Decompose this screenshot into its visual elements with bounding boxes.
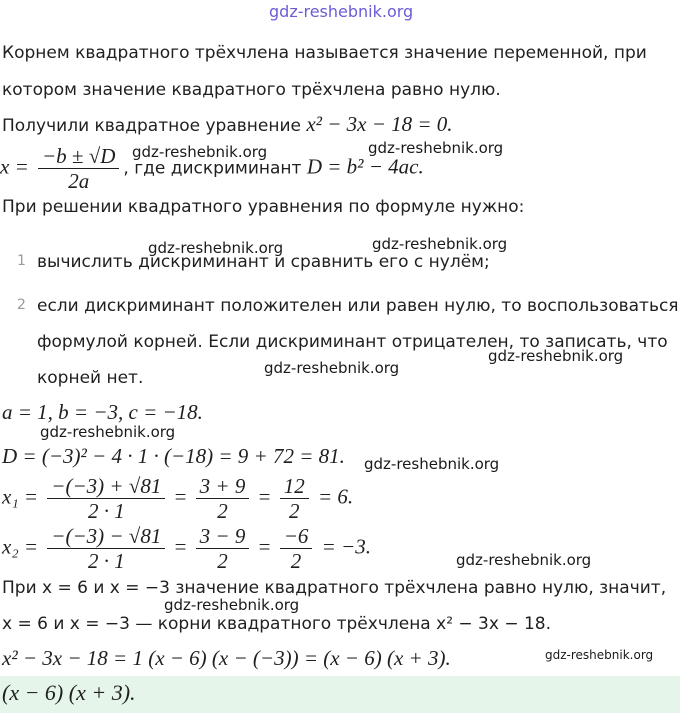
x2-f2-denominator: 2: [217, 549, 228, 573]
root-x1: [2, 474, 353, 523]
method-intro: При решении квадратного уравнения по формуле нужно:: [2, 197, 525, 217]
x2-fraction-3: [280, 524, 313, 573]
conclusion-line-1: При x = 6 и x = −3 значение квадратного трёхчлена равно нулю, значит,: [2, 578, 667, 598]
x2-f2-numerator: 3 − 9: [196, 524, 250, 549]
x2-numerator: −(−3) − √81: [47, 524, 165, 549]
watermark: gdz-reshebnik.org: [456, 551, 592, 569]
factorization: [2, 646, 451, 671]
watermark: gdz-reshebnik.org: [148, 239, 284, 257]
equals-sign: =: [174, 484, 187, 509]
coefficients: [2, 400, 203, 425]
watermark: gdz-reshebnik.org: [545, 648, 654, 662]
definition-line-2: котором значение квадратного трёхчлена равно нулю.: [2, 80, 501, 100]
watermark: gdz-reshebnik.org: [164, 596, 300, 614]
answer-text: (x − 6) (x + 3).: [2, 680, 136, 705]
x2-denominator: 2 · 1: [87, 549, 125, 573]
conclusion-line-2: x = 6 и x = −3 — корни квадратного трёхчлена x² − 3x − 18.: [2, 614, 552, 634]
watermark-top: gdz-reshebnik.org: [269, 2, 414, 21]
answer-box: [0, 676, 680, 713]
discriminant-calculation: [2, 444, 345, 469]
x1-f3-numerator: 12: [280, 474, 309, 499]
watermark: gdz-reshebnik.org: [132, 143, 268, 161]
equals-sign: =: [174, 534, 187, 559]
factorization-text: x² − 3x − 18 = 1 (x − 6) (x − (−3)) = (x − 6) (x + 3).: [2, 646, 451, 670]
discriminant-formula: D = b² − 4ac.: [306, 154, 424, 179]
equals-sign: =: [258, 534, 271, 559]
x1-denominator: 2 · 1: [87, 499, 125, 523]
equation-intro-text: Получили квадратное уравнение: [2, 116, 307, 136]
x1-fraction-2: [196, 474, 250, 523]
watermark: gdz-reshebnik.org: [372, 235, 508, 253]
equals-sign: =: [258, 484, 271, 509]
definition-line-1: Корнем квадратного трёхчлена называется значение переменной, при: [2, 43, 647, 63]
root-formula: [0, 144, 424, 193]
x1-result: = 6.: [317, 484, 354, 509]
x2-f3-denominator: 2: [290, 549, 302, 573]
x1-f2-denominator: 2: [217, 499, 228, 523]
list-number-1: 1: [17, 253, 26, 269]
x1-fraction-1: [47, 474, 165, 523]
formula-denominator: 2a: [68, 169, 90, 193]
discriminant-text: D = (−3)² − 4 · 1 · (−18) = 9 + 72 = 81.: [2, 444, 345, 468]
list-item-2-line-2: формулой корней. Если дискриминант отрицателен, то записать, что: [37, 332, 668, 352]
quadratic-equation: x² − 3x − 18 = 0.: [306, 112, 453, 136]
x2-result: = −3.: [321, 534, 371, 559]
formula-fraction: [38, 144, 119, 193]
x1-numerator: −(−3) + √81: [47, 474, 165, 499]
x1-f2-numerator: 3 + 9: [196, 474, 250, 499]
root-x2: [2, 524, 371, 573]
formula-lhs: x =: [0, 154, 29, 179]
list-item-2-line-3: корней нет.: [37, 368, 144, 388]
list-item-1: вычислить дискриминант и сравнить его с нулём;: [37, 252, 490, 272]
x1-f3-denominator: 2: [288, 499, 300, 523]
x2-fraction-1: [47, 524, 165, 573]
watermark: gdz-reshebnik.org: [264, 359, 400, 377]
watermark: gdz-reshebnik.org: [488, 347, 624, 365]
x2-f3-numerator: −6: [280, 524, 313, 549]
formula-numerator: −b ± √D: [38, 144, 119, 169]
x1-fraction-3: [280, 474, 309, 523]
list-number-2: 2: [17, 297, 26, 313]
x2-lhs: x₂ =: [2, 534, 39, 559]
list-item-2-line-1: если дискриминант положителен или равен нулю, то воспользоваться: [37, 296, 679, 316]
watermark: gdz-reshebnik.org: [364, 455, 500, 473]
formula-suffix: , где дискриминант: [123, 158, 307, 179]
watermark: gdz-reshebnik.org: [368, 139, 504, 157]
x1-lhs: x₁ =: [2, 484, 39, 509]
coefficients-text: a = 1, b = −3, c = −18.: [2, 400, 203, 424]
watermark: gdz-reshebnik.org: [40, 423, 176, 441]
equation-intro: [2, 113, 453, 137]
x2-fraction-2: [196, 524, 250, 573]
